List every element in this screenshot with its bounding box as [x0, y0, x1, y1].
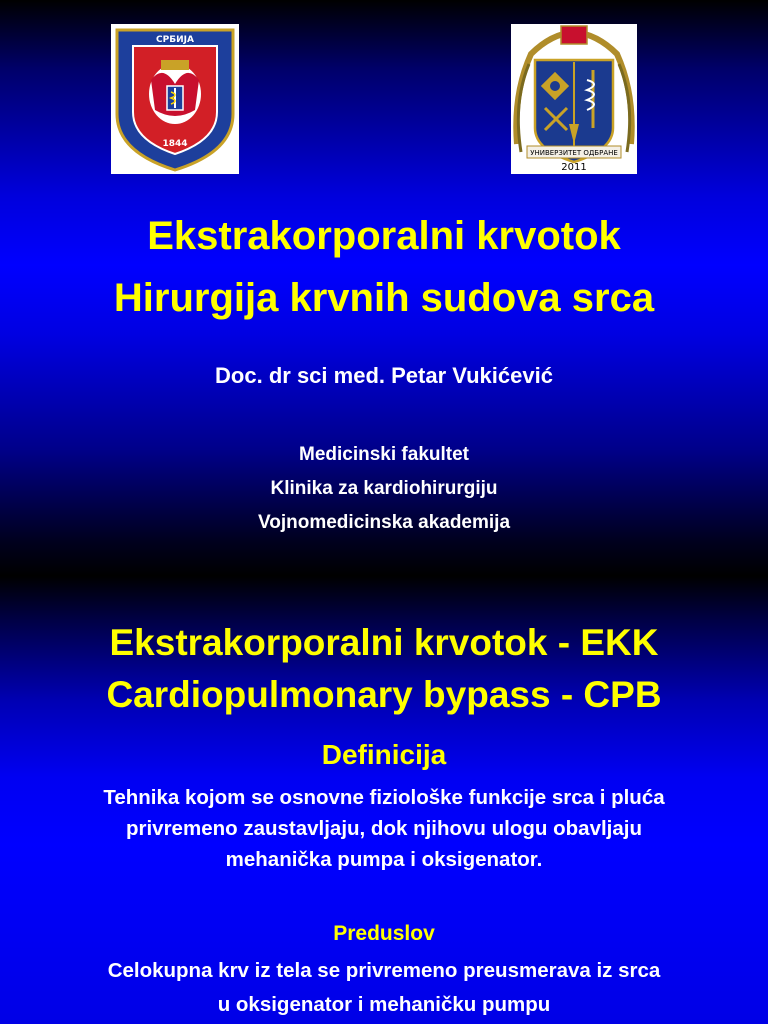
affiliation-academy: Vojnomedicinska akademija [257, 512, 511, 533]
crest-ribbon-text: УНИВЕРЗИТЕТ ОДБРАНЕ [530, 149, 618, 157]
affiliation-clinic: Klinika za kardiohirurgiju [270, 478, 498, 499]
prerequisite-line-1: Celokupna krv iz tela se privremeno preusmerava iz srca [107, 959, 661, 982]
university-crest-icon [511, 24, 637, 174]
author-name: Doc. dr sci med. Petar Vukićević [215, 363, 553, 388]
prerequisite-line-2: u oksigenator i mehaničku pumpu [217, 993, 551, 1016]
prerequisite-heading: Preduslov [333, 922, 435, 945]
slide2-title-line1: Ekstrakorporalni krvotok - EKK [109, 622, 659, 663]
definition-line-1: Tehnika kojom se osnovne fiziološke funkcije srca i pluća [103, 786, 665, 809]
university-of-defence-emblem [511, 24, 637, 174]
emblem-top-text: СРБИЈА [156, 35, 194, 45]
crest-year-text: 2011 [561, 162, 587, 173]
slide1-title-line2: Hirurgija krvnih sudova srca [113, 276, 655, 320]
definition-line-2: privremeno zaustavljaju, dok njihovu ulogu obavljaju [125, 817, 642, 840]
emblem-year-text: 1844 [162, 139, 188, 149]
academy-shield-icon [111, 24, 239, 174]
definition-line-3: mehanička pumpa i oksigenator. [225, 848, 543, 871]
slide2-title-line2: Cardiopulmonary bypass - CPB [106, 674, 662, 715]
definition-heading: Definicija [321, 739, 447, 770]
slide1-title-line1: Ekstrakorporalni krvotok [147, 214, 621, 258]
military-medical-academy-emblem [111, 24, 239, 174]
definition-slide [0, 576, 768, 1024]
affiliation-faculty: Medicinski fakultet [299, 444, 469, 465]
